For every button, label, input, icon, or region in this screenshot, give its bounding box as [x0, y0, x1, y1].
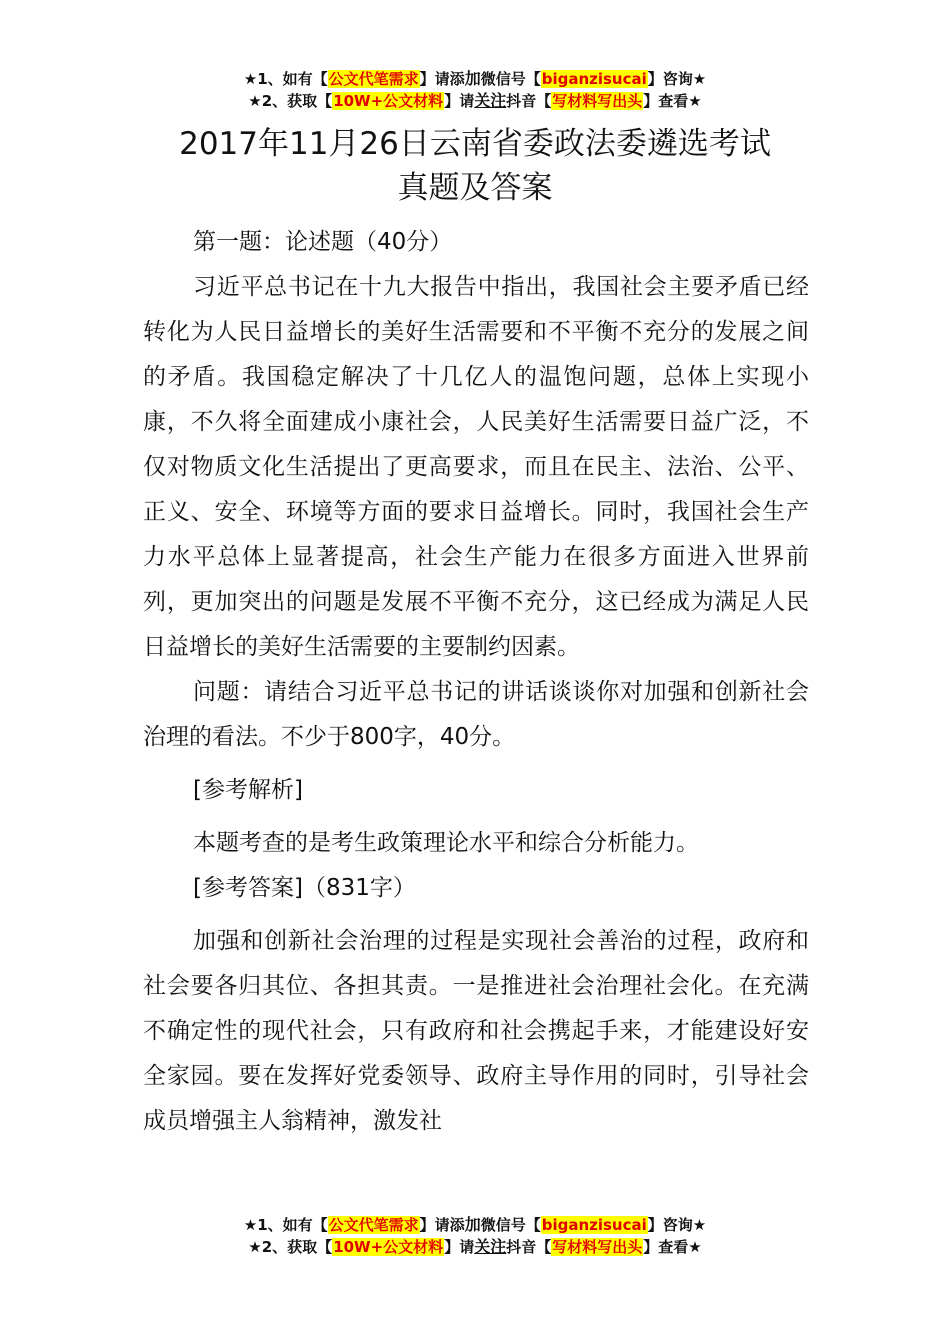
promo-line-2 [0, 90, 950, 112]
highlight-douyin-id: 写材料写出头 [552, 92, 643, 110]
promo-text: 】咨询★ [647, 70, 707, 88]
promo-text: 】咨询★ [647, 1216, 707, 1234]
question-material: 习近平总书记在十九大报告中指出，我国社会主要矛盾已经转化为人民日益增长的美好生活需要和不平衡不充分的发展之间的矛盾。我国稳定解决了十几亿人的温饱问题，总体上实现小康，不久将全面建成小康社会，人民美好生活需要日益广泛，不仅对物质文化生活提出了更高要求，而且在民主、法治、公平、正义、安全、环境等方面的要求日益增长。同时，我国社会生产力水平总体上显著提高，社会生产能力在很多方面进入世界前列，更加突出的问题是发展不平衡不充分，这已经成为满足人民日益增长的美好生活需要的主要制约因素。 [143, 274, 809, 660]
promo-bold-word: 加 [464, 69, 481, 88]
analysis-text: 本题考查的是考生政策理论水平和综合分析能力。 [193, 830, 699, 856]
highlight-materials: 10W+公文材料 [333, 92, 444, 110]
promo-banner-top [0, 68, 950, 112]
promo-line-1 [0, 68, 950, 90]
promo-text: ★2、获取【 [248, 92, 333, 110]
highlight-materials: 10W+公文材料 [333, 1238, 444, 1256]
document-body [143, 220, 809, 1144]
promo-text: 】查看★ [643, 1238, 702, 1256]
title-line-1: 2017年11月26日云南省委政法委遴选考试 [179, 126, 771, 162]
question-heading: 第一题：论述题（40分） [193, 229, 453, 255]
promo-text: ★1、如有【 [243, 1216, 328, 1234]
promo-text: 微信号【 [480, 1216, 541, 1234]
promo-banner-bottom [0, 1214, 950, 1258]
document-title [140, 122, 810, 210]
highlight-douyin-id: 写材料写出头 [552, 1238, 643, 1256]
promo-text: 】请 [444, 92, 475, 110]
highlight-wechat-id: biganzisucai [541, 70, 647, 88]
promo-text: 】查看★ [643, 92, 702, 110]
promo-text: 抖音【 [506, 1238, 552, 1256]
promo-underlined-word: 关注 [474, 1237, 507, 1256]
highlight-wechat-id: biganzisucai [541, 1216, 647, 1234]
answer-text: 加强和创新社会治理的过程是实现社会善治的过程，政府和社会要各归其位、各担其责。一是推进社会治理社会化。在充满不确定性的现代社会，只有政府和社会携起手来，才能建设好安全家园。要在发挥好党委领导、政府主导作用的同时，引导社会成员增强主人翁精神，激发社 [143, 928, 809, 1134]
promo-line-2 [0, 1236, 950, 1258]
highlight-service: 公文代笔需求 [328, 70, 419, 88]
promo-text: ★2、获取【 [248, 1238, 333, 1256]
title-line-2: 真题及答案 [397, 170, 553, 206]
promo-text: ★1、如有【 [243, 70, 328, 88]
promo-text: 抖音【 [506, 92, 552, 110]
promo-underlined-word: 关注 [474, 91, 507, 110]
promo-text: 】请添 [419, 1216, 465, 1234]
highlight-service: 公文代笔需求 [328, 1216, 419, 1234]
analysis-heading: [参考解析] [193, 777, 303, 803]
question-prompt: 问题：请结合习近平总书记的讲话谈谈你对加强和创新社会治理的看法。不少于800字，40分。 [143, 679, 809, 750]
promo-text: 】请 [444, 1238, 475, 1256]
promo-text: 微信号【 [480, 70, 541, 88]
promo-text: 】请添 [419, 70, 465, 88]
answer-heading: [参考答案]（831字） [193, 875, 416, 901]
promo-bold-word: 加 [464, 1215, 481, 1234]
promo-line-1 [0, 1214, 950, 1236]
